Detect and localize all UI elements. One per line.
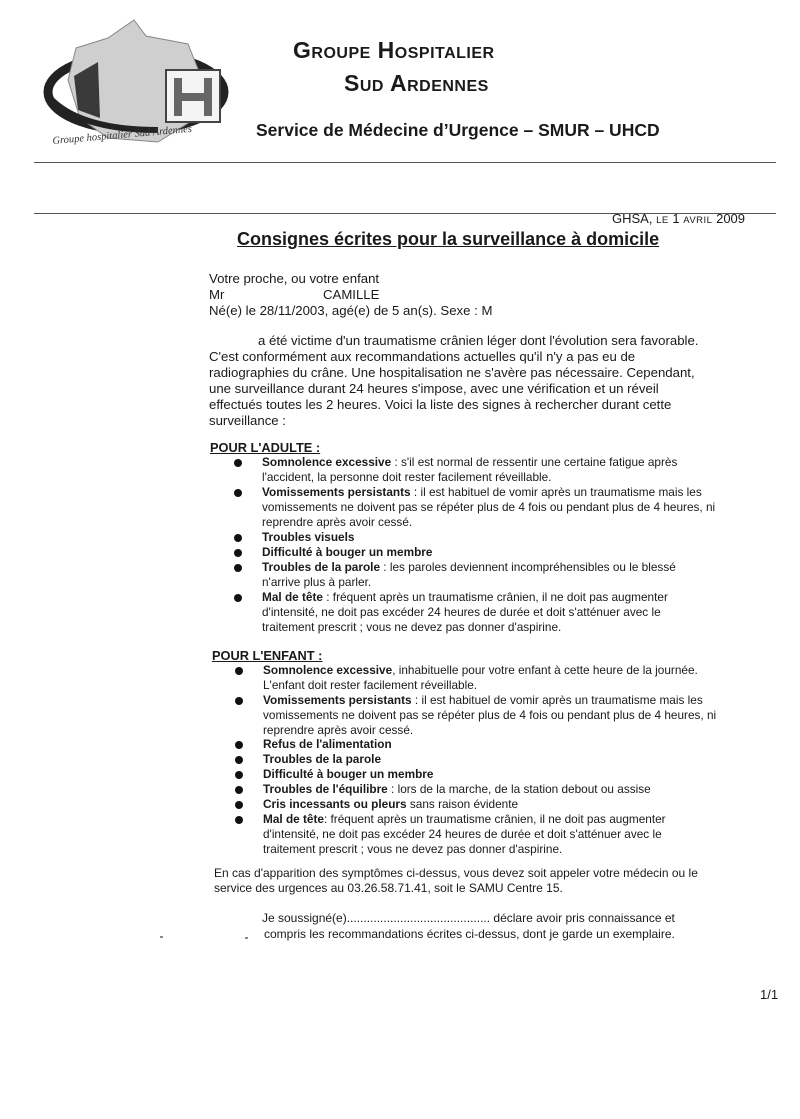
signature-line: compris les recommandations écrites ci-dessus, dont je garde un exemplaire. [264,927,675,941]
bullet-icon [235,801,243,809]
symptom-detail: d'intensité, ne doit pas excéder 24 heures de durée et doit s'atténuer avec le [263,827,662,841]
symptom-detail: L'enfant doit rester facilement réveillable. [263,678,478,692]
intro-line: radiographies du crâne. Une hospitalisation ne s'avère pas nécessaire. Cependant, [209,365,695,380]
adult-symptom-item [262,590,668,635]
child-symptom-item [263,782,651,797]
symptom-name: Somnolence excessive [262,455,392,469]
symptom-name: Difficulté à bouger un membre [262,545,433,559]
symptom-detail: : il est habituel de vomir après un traumatisme mais les [411,693,703,707]
contact-paragraph [214,866,698,896]
symptom-detail: : lors de la marche, de la station debout ou assise [387,782,651,796]
symptom-name: Troubles de l'équilibre [263,782,388,796]
symptom-detail: reprendre après avoir cessé. [262,515,413,529]
date-le: LE [656,215,669,226]
document-title: Consignes écrites pour la surveillance à domicile [237,229,660,249]
symptom-name: Mal de tête [262,590,323,604]
symptom-detail: , inhabituelle pour votre enfant à cette heure de la journée. [392,663,698,677]
symptom-detail: traitement prescrit ; vous ne devez pas donner d'aspirine. [263,842,563,856]
child-symptom-item [263,767,433,782]
organization-name-line2: Sud Ardennes [344,70,489,96]
bullet-icon [235,756,243,764]
document-date [612,211,745,226]
symptom-detail: : il est habituel de vomir après un traumatisme mais les [410,485,702,499]
patient-name: CAMILLE [323,287,380,302]
service-name: Service de Médecine d’Urgence – SMUR – UHCD [256,120,660,140]
adult-symptom-item [262,455,677,485]
contact-line: En cas d'apparition des symptômes ci-dessus, vous devez soit appeler votre médecin ou le [214,866,698,880]
scan-speck [245,937,248,939]
patient-intro: Votre proche, ou votre enfant [209,271,380,286]
intro-line: C'est conformément aux recommandations actuelles qu'il n'y a pas eu de [209,349,636,364]
symptom-name: Vomissements persistants [262,485,411,499]
symptom-name: Troubles de la parole [263,752,382,766]
bullet-icon [235,771,243,779]
child-symptom-item [263,693,716,738]
symptom-name: Somnolence excessive [263,663,393,677]
symptom-detail: sans raison évidente [406,797,519,811]
adult-symptom-item [262,545,432,560]
symptom-name: Difficulté à bouger un membre [263,767,434,781]
bullet-icon [235,786,243,794]
symptom-detail: l'accident, la personne doit rester facilement réveillable. [262,470,552,484]
bullet-icon [234,489,242,497]
symptom-name: Vomissements persistants [263,693,412,707]
intro-line: une surveillance durant 24 heures s'impose, avec une vérification et un réveil [209,381,659,396]
child-symptom-item [263,812,666,857]
page-number: 1/1 [760,987,779,1002]
symptom-detail: vomissements ne doivent pas se répéter plus de 4 fois ou pendant plus de 4 heures, ni [263,708,717,722]
bullet-icon [235,816,243,824]
symptom-detail: : fréquent après un traumatisme crânien, il ne doit pas augmenter [323,812,666,826]
bullet-icon [234,459,242,467]
organization-name-line1: Groupe Hospitalier [293,37,495,63]
signature-statement [262,910,675,942]
header-rule [34,162,776,163]
date-day: 1 [672,211,680,226]
symptom-detail: vomissements ne doivent pas se répéter plus de 4 fois ou pendant plus de 4 heures, ni [262,500,716,514]
adult-symptom-item [262,530,354,545]
adult-symptom-item [262,560,676,590]
symptom-detail: : s'il est normal de ressentir une certaine fatigue après [391,455,678,469]
symptom-detail: : les paroles deviennent incompréhensibles ou le blessé [380,560,676,574]
date-month: AVRIL [683,215,713,226]
bullet-icon [234,549,242,557]
bullet-icon [235,697,243,705]
child-symptom-item [263,752,381,767]
symptom-name: Cris incessants ou pleurs [263,797,407,811]
logo-caption: Groupe hospitalier Sud Ardennes [52,123,193,147]
symptom-name: Mal de tête [263,812,324,826]
date-year: 2009 [716,211,746,226]
symptom-name: Refus de l'alimentation [263,737,392,751]
contact-line: service des urgences au 03.26.58.71.41, soit le SAMU Centre 15. [214,881,563,895]
adult-symptom-item [262,485,715,530]
symptom-detail: traitement prescrit ; vous ne devez pas donner d'aspirine. [262,620,562,634]
signature-line: Je soussigné(e)........................................... déclare avoir pris connaissance et [262,911,675,925]
symptom-detail: n'arrive plus à parler. [262,575,372,589]
child-symptom-item [263,737,392,752]
symptom-name: Troubles de la parole [262,560,381,574]
bullet-icon [235,667,243,675]
symptom-name: Troubles visuels [262,530,355,544]
symptom-detail: : fréquent après un traumatisme crânien, il ne doit pas augmenter [322,590,668,604]
patient-birth: Né(e) le 28/11/2003, agé(e) de 5 an(s). Sexe : M [209,303,493,318]
bullet-icon [234,534,242,542]
date-place: GHSA, [612,211,653,226]
child-symptom-item [263,663,698,693]
scan-speck [160,936,163,938]
patient-civility: Mr [209,287,225,302]
intro-line: surveillance : [209,413,286,428]
symptom-detail: d'intensité, ne doit pas excéder 24 heures de durée et doit s'atténuer avec le [262,605,661,619]
child-section-heading: POUR L'ENFANT : [212,648,323,663]
bullet-icon [234,564,242,572]
child-symptom-item [263,797,518,812]
intro-line: effectués toutes les 2 heures. Voici la liste des signes à rechercher durant cette [209,397,672,412]
bullet-icon [234,594,242,602]
intro-line: a été victime d'un traumatisme crânien léger dont l'évolution sera favorable. [258,333,699,348]
adult-section-heading: POUR L'ADULTE : [210,440,321,455]
symptom-detail: reprendre après avoir cessé. [263,723,414,737]
bullet-icon [235,741,243,749]
